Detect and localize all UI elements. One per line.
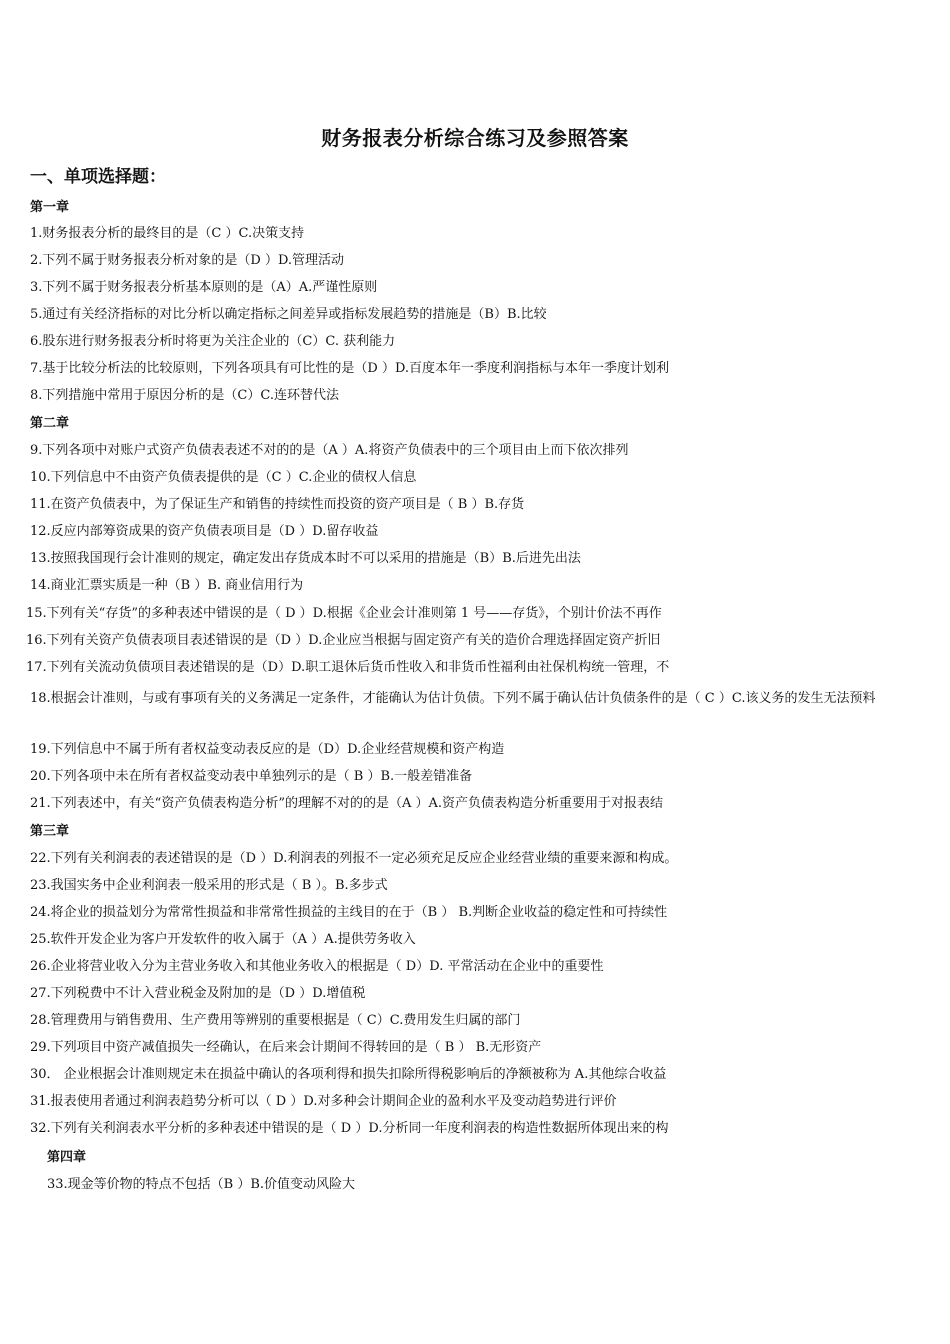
question-line: 27.下列税费中不计入营业税金及附加的是（D ）D.增值税 <box>30 986 366 1001</box>
question-line: 17.下列有关流动负债项目表述错误的是（D）D.职工退休后货币性收入和非货币性福利由社保机构统一管理，不 <box>26 660 670 675</box>
question-line: 11.在资产负债表中，为了保证生产和销售的持续性而投资的资产项目是（ B ）B.存货 <box>30 497 525 512</box>
question-line: 28.管理费用与销售费用、生产费用等辨别的重要根据是（ C）C.费用发生归属的部门 <box>30 1013 521 1028</box>
question-line: 33.现金等价物的特点不包括（B ）B.价值变动风险大 <box>47 1177 356 1192</box>
question-line: 30． 企业根据会计准则规定未在损益中确认的各项利得和损失扣除所得税影响后的净额被称为 A.其他综合收益 <box>30 1067 667 1082</box>
question-line: 21.下列表述中，有关“资产负债表构造分析”的理解不对的的是（A ）A.资产负债表构造分析重要用于对报表结 <box>30 796 664 811</box>
question-line: 18.根据会计准则，与或有事项有关的义务满足一定条件，才能确认为估计负债。下列不属于确认估计负债条件的是（ C ）C.该义务的发生无法预料 <box>30 691 876 706</box>
question-line: 14.商业汇票实质是一种（B ）B. 商业信用行为 <box>30 578 304 593</box>
question-line: 13.按照我国现行会计准则的规定，确定发出存货成本时不可以采用的措施是（B）B.后进先出法 <box>30 551 581 566</box>
question-line: 10.下列信息中不由资产负债表提供的是（C ）C.企业的债权人信息 <box>30 470 417 485</box>
chapter-heading: 第一章 <box>30 200 70 215</box>
question-line: 32.下列有关利润表水平分析的多种表述中错误的是（ D ）D.分析同一年度利润表的构造性数据所体现出来的构 <box>30 1121 669 1136</box>
question-line: 31.报表使用者通过利润表趋势分析可以（ D ）D.对多种会计期间企业的盈利水平及变动趋势进行评价 <box>30 1094 617 1109</box>
question-line: 20.下列各项中未在所有者权益变动表中单独列示的是（ B ）B.一般差错准备 <box>30 769 473 784</box>
question-line: 22.下列有关利润表的表述错误的是（D ）D.利润表的列报不一定必须充足反应企业经营业绩的重要来源和构成。 <box>30 851 678 866</box>
chapter-heading: 第二章 <box>30 416 70 431</box>
question-line: 5.通过有关经济指标的对比分析以确定指标之间差异或指标发展趋势的措施是（B）B.比较 <box>30 307 547 322</box>
document-title: 财务报表分析综合练习及参照答案 <box>321 126 629 150</box>
chapter-heading: 第四章 <box>47 1150 87 1165</box>
question-line: 24.将企业的损益划分为常常性损益和非常常性损益的主线目的在于（B ） B.判断企业收益的稳定性和可持续性 <box>30 905 668 920</box>
question-line: 9.下列各项中对账户式资产负债表表述不对的的是（A ）A.将资产负债表中的三个项目由上而下依次排列 <box>30 443 629 458</box>
section-heading: 一、单项选择题： <box>30 167 166 187</box>
question-line: 23.我国实务中企业利润表一般采用的形式是（ B ）。B.多步式 <box>30 878 388 893</box>
question-line: 25.软件开发企业为客户开发软件的收入属于（A ）A.提供劳务收入 <box>30 932 416 947</box>
question-line: 8.下列措施中常用于原因分析的是（C）C.连环替代法 <box>30 388 339 403</box>
chapter-heading: 第三章 <box>30 824 70 839</box>
question-line: 29.下列项目中资产减值损失一经确认，在后来会计期间不得转回的是（ B ） B.无形资产 <box>30 1040 542 1055</box>
question-line: 1.财务报表分析的最终目的是（C ）C.决策支持 <box>30 226 305 241</box>
question-line: 15.下列有关“存货”的多种表述中错误的是（ D ）D.根据《企业会计准则第 1 号——存货》，个别计价法不再作 <box>26 606 662 621</box>
question-line: 16.下列有关资产负债表项目表述错误的是（D ）D.企业应当根据与固定资产有关的造价合理选择固定资产折旧 <box>26 633 661 648</box>
question-line: 6.股东进行财务报表分析时将更为关注企业的（C）C. 获利能力 <box>30 334 396 349</box>
question-line: 19.下列信息中不属于所有者权益变动表反应的是（D）D.企业经营规模和资产构造 <box>30 742 505 757</box>
question-line: 7.基于比较分析法的比较原则，下列各项具有可比性的是（D ）D.百度本年一季度利润指标与本年一季度计划利 <box>30 361 670 376</box>
question-line: 3.下列不属于财务报表分析基本原则的是（A）A.严谨性原则 <box>30 280 378 295</box>
question-line: 26.企业将营业收入分为主营业务收入和其他业务收入的根据是（ D）D. 平常活动在企业中的重要性 <box>30 959 604 974</box>
question-line: 2.下列不属于财务报表分析对象的是（D ）D.管理活动 <box>30 253 345 268</box>
question-line: 12.反应内部筹资成果的资产负债表项目是（D ）D.留存收益 <box>30 524 379 539</box>
